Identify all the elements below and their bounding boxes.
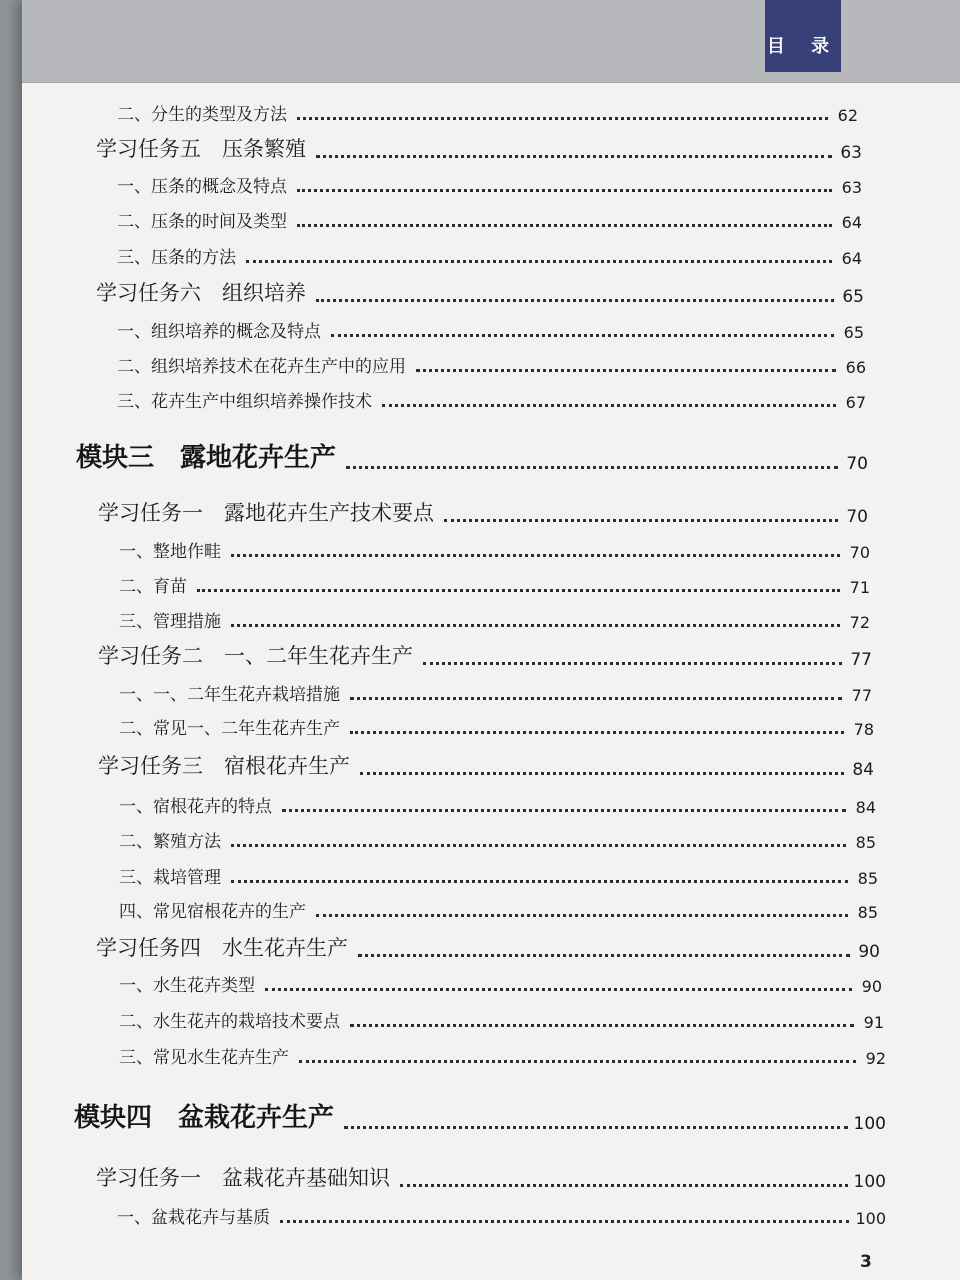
toc-entry-title: 三、压条的方法	[117, 248, 236, 268]
toc-subsection-entry	[119, 538, 870, 562]
toc-entry-page: 63	[840, 143, 862, 163]
toc-entry-title: 一、压条的概念及特点	[117, 177, 287, 197]
toc-entry-page: 100	[853, 1114, 886, 1134]
dot-leader	[231, 624, 840, 627]
toc-entry-title: 二、分生的类型及方法	[117, 105, 287, 125]
toc-subsection-entry	[117, 318, 864, 342]
toc-subsection-entry	[117, 173, 862, 197]
toc-subsection-entry	[117, 208, 862, 232]
dot-leader	[358, 954, 850, 957]
toc-subsection-entry	[119, 793, 876, 817]
dot-leader	[400, 1184, 848, 1187]
toc-entry-page: 85	[857, 869, 878, 888]
toc-entry-page: 63	[841, 178, 862, 197]
toc-entry-title: 一、整地作畦	[119, 542, 221, 562]
dot-leader	[231, 844, 846, 847]
toc-entry-title: 学习任务一 盆栽花卉基础知识	[96, 1166, 390, 1190]
dot-leader	[265, 988, 852, 991]
toc-entry-page: 64	[841, 249, 862, 268]
toc-entry-page: 91	[863, 1013, 884, 1032]
toc-task-entry	[98, 752, 874, 780]
toc-entry-page: 84	[852, 760, 874, 780]
toc-task-entry	[98, 642, 872, 670]
dot-leader	[297, 117, 828, 120]
toc-entry-page: 64	[841, 213, 862, 232]
toc-entry-page: 85	[855, 833, 876, 852]
toc-subsection-entry	[117, 101, 858, 125]
toc-entry-page: 84	[855, 798, 876, 817]
toc-entry-page: 65	[842, 287, 864, 307]
dot-leader	[297, 224, 832, 227]
toc-entry-title: 四、常见宿根花卉的生产	[119, 902, 306, 922]
dot-leader	[246, 260, 832, 263]
toc-entry-page: 67	[845, 393, 866, 412]
dot-leader	[350, 1024, 854, 1027]
dot-leader	[350, 731, 844, 734]
toc-entry-page: 70	[846, 454, 868, 474]
toc-entry-page: 66	[845, 358, 866, 377]
toc-module-entry	[74, 1100, 886, 1134]
dot-leader	[346, 466, 838, 469]
toc-entry-title: 一、宿根花卉的特点	[119, 797, 272, 817]
dot-leader	[360, 772, 844, 775]
toc-entry-title: 三、常见水生花卉生产	[119, 1048, 289, 1068]
toc-subsection-entry	[117, 244, 862, 268]
dot-leader	[231, 554, 840, 557]
toc-subsection-entry	[117, 388, 866, 412]
dot-leader	[299, 1060, 856, 1063]
dot-leader	[331, 334, 834, 337]
toc-subsection-entry	[119, 864, 878, 888]
page-number: 3	[860, 1252, 872, 1272]
dot-leader	[423, 662, 842, 665]
toc-entry-title: 学习任务一 露地花卉生产技术要点	[98, 501, 434, 525]
dot-leader	[231, 880, 848, 883]
dot-leader	[382, 404, 836, 407]
toc-task-entry	[96, 279, 864, 307]
dot-leader	[316, 914, 848, 917]
toc-subsection-entry	[119, 828, 876, 852]
toc-entry-title: 三、管理措施	[119, 612, 221, 632]
toc-entry-title: 模块三 露地花卉生产	[76, 443, 337, 473]
toc-entry-title: 二、压条的时间及类型	[117, 212, 287, 232]
toc-entry-title: 二、组织培养技术在花卉生产中的应用	[117, 357, 406, 377]
toc-entry-title: 学习任务六 组织培养	[96, 281, 306, 305]
toc-entry-page: 77	[851, 686, 872, 705]
toc-subsection-entry	[117, 353, 866, 377]
toc-subsection-entry	[119, 573, 870, 597]
toc-module-entry	[76, 440, 868, 474]
dot-leader	[444, 519, 838, 522]
dot-leader	[297, 189, 832, 192]
toc-entry-page: 90	[858, 942, 880, 962]
toc-task-entry	[98, 499, 868, 527]
toc-subsection-entry	[119, 608, 870, 632]
toc-subsection-entry	[119, 1008, 884, 1032]
toc-entry-page: 71	[849, 578, 870, 597]
toc-subsection-entry	[119, 681, 872, 705]
toc-entry-title: 模块四 盆栽花卉生产	[74, 1103, 335, 1133]
toc-task-entry	[96, 934, 880, 962]
toc-entry-page: 78	[853, 720, 874, 739]
toc-task-entry	[96, 1164, 886, 1192]
dot-leader	[344, 1126, 848, 1129]
dot-leader	[316, 299, 834, 302]
toc-entry-page: 100	[855, 1209, 886, 1228]
toc-entry-page: 72	[849, 613, 870, 632]
toc-subsection-entry	[117, 1204, 886, 1228]
toc-entry-title: 二、育苗	[119, 577, 187, 597]
toc-entry-page: 65	[843, 323, 864, 342]
toc-entry-title: 学习任务五 压条繁殖	[96, 137, 306, 161]
toc-entry-title: 二、常见一、二年生花卉生产	[119, 719, 340, 739]
toc-entry-title: 三、花卉生产中组织培养操作技术	[117, 392, 372, 412]
dot-leader	[197, 589, 840, 592]
toc-entry-title: 二、繁殖方法	[119, 832, 221, 852]
toc-entry-page: 77	[850, 650, 872, 670]
toc-entry-page: 92	[865, 1049, 886, 1068]
dot-leader	[282, 809, 846, 812]
dot-leader	[316, 155, 832, 158]
dot-leader	[350, 697, 842, 700]
toc-entry-title: 一、盆栽花卉与基质	[117, 1208, 270, 1228]
book-page	[22, 0, 960, 1280]
toc-entry-page: 100	[853, 1172, 886, 1192]
toc-entry-page: 70	[846, 507, 868, 527]
contents-tab: 目 录	[765, 0, 841, 72]
dot-leader	[280, 1220, 849, 1223]
toc-task-entry	[96, 135, 862, 163]
toc-entry-page: 90	[861, 977, 882, 996]
toc-entry-title: 学习任务二 一、二年生花卉生产	[98, 644, 413, 668]
toc-entry-title: 学习任务三 宿根花卉生产	[98, 754, 350, 778]
dot-leader	[416, 369, 836, 372]
toc-entry-title: 一、水生花卉类型	[119, 976, 255, 996]
toc-entry-title: 二、水生花卉的栽培技术要点	[119, 1012, 340, 1032]
toc-subsection-entry	[119, 715, 874, 739]
toc-entry-title: 学习任务四 水生花卉生产	[96, 936, 348, 960]
toc-subsection-entry	[119, 972, 882, 996]
toc-entry-page: 62	[837, 106, 858, 125]
toc-entry-title: 一、一、二年生花卉栽培措施	[119, 685, 340, 705]
toc-entry-title: 一、组织培养的概念及特点	[117, 322, 321, 342]
toc-subsection-entry	[119, 1044, 886, 1068]
toc-entry-page: 70	[849, 543, 870, 562]
toc-subsection-entry	[119, 898, 878, 922]
toc-entry-title: 三、栽培管理	[119, 868, 221, 888]
toc-entry-page: 85	[857, 903, 878, 922]
table-of-contents	[22, 0, 960, 1280]
